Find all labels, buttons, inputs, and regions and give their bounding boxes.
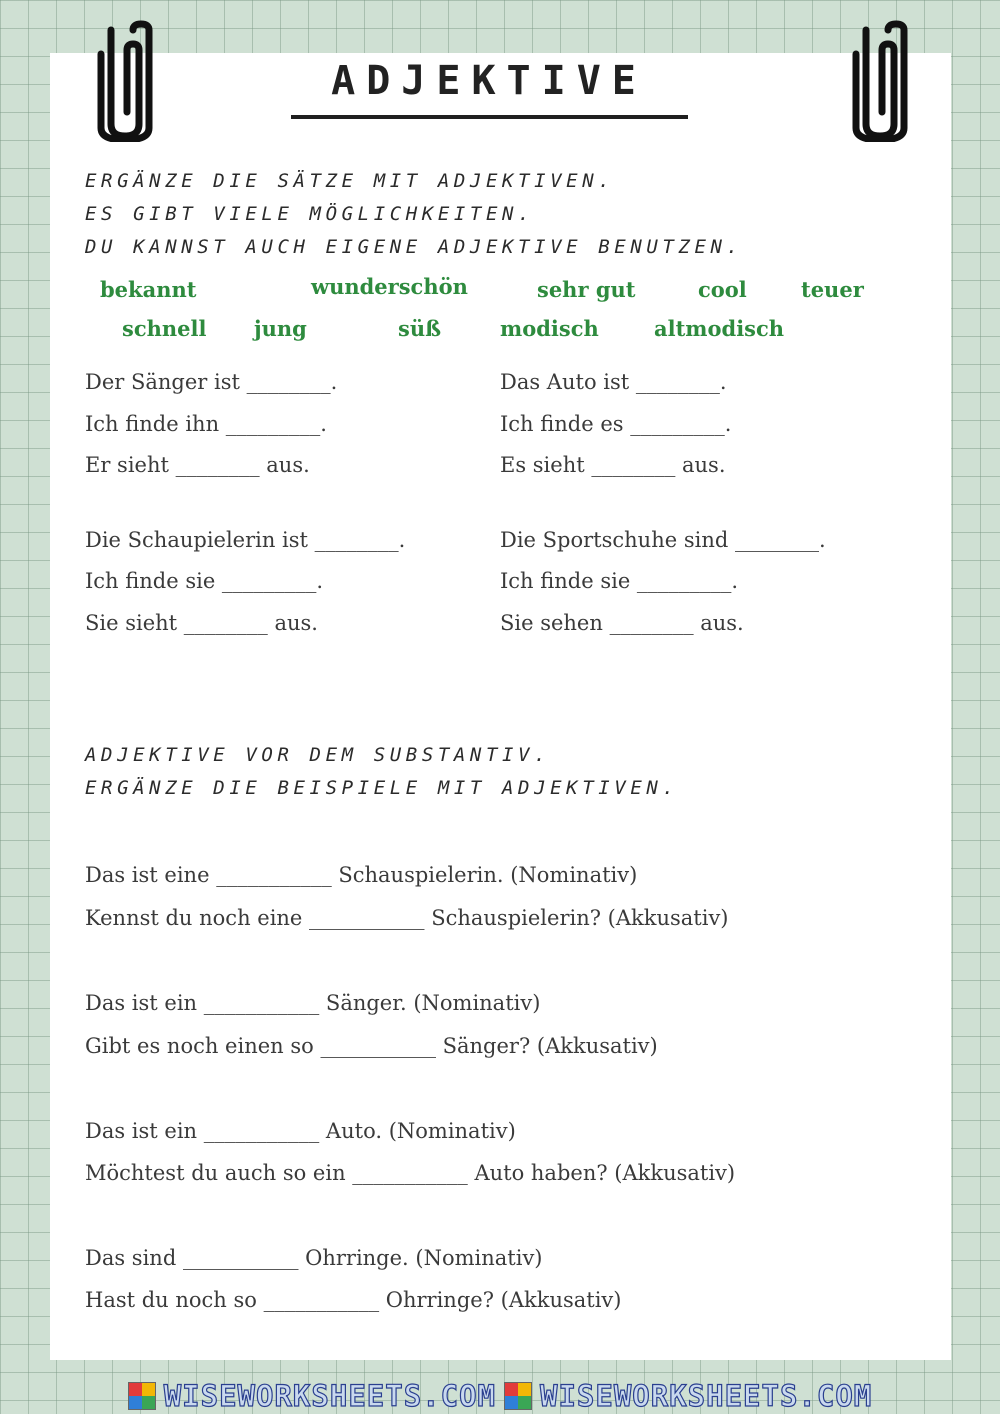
exercise-sentence: Das ist eine ___________ Schauspielerin. (Nominativ) [85, 863, 638, 887]
exercise-sentence: Ich finde es _________. [500, 412, 732, 436]
exercise-sentence: Er sieht ________ aus. [85, 453, 310, 477]
title-underline [291, 115, 688, 119]
footer-watermark [0, 1378, 1000, 1414]
brand-name: WISEWORKSHEETS.COM [540, 1379, 873, 1413]
exercise-sentence: Das ist ein ___________ Sänger. (Nominativ) [85, 991, 541, 1015]
colored-squares-logo-icon [128, 1382, 156, 1410]
word-bank-item: schnell [122, 316, 207, 341]
page-title: ADJEKTIVE [331, 58, 647, 104]
exercise-sentence: Gibt es noch einen so ___________ Sänger? (Akkusativ) [85, 1034, 658, 1058]
word-bank-item: jung [254, 316, 307, 341]
instruction-line: ERGÄNZE DIE BEISPIELE MIT ADJEKTIVEN. [85, 777, 679, 799]
word-bank-item: altmodisch [654, 316, 785, 341]
word-bank-item: modisch [500, 316, 599, 341]
word-bank-item: bekannt [100, 277, 197, 302]
word-bank-item: sehr gut [537, 277, 636, 302]
paperclip-icon [850, 20, 910, 142]
instruction-line: ERGÄNZE DIE SÄTZE MIT ADJEKTIVEN. [85, 170, 615, 192]
instruction-line: DU KANNST AUCH EIGENE ADJEKTIVE BENUTZEN. [85, 236, 743, 258]
exercise-sentence: Hast du noch so ___________ Ohrringe? (Akkusativ) [85, 1288, 622, 1312]
exercise-sentence: Kennst du noch eine ___________ Schauspielerin? (Akkusativ) [85, 906, 729, 930]
word-bank-item: wunderschön [311, 274, 468, 299]
exercise-sentence: Das ist ein ___________ Auto. (Nominativ) [85, 1119, 516, 1143]
instruction-line: ADJEKTIVE VOR DEM SUBSTANTIV. [85, 744, 551, 766]
exercise-sentence: Die Sportschuhe sind ________. [500, 528, 826, 552]
exercise-sentence: Möchtest du auch so ein ___________ Auto haben? (Akkusativ) [85, 1161, 736, 1185]
exercise-sentence: Ich finde ihn _________. [85, 412, 327, 436]
word-bank-item: süß [398, 316, 442, 341]
colored-squares-logo-icon [504, 1382, 532, 1410]
paperclip-icon [95, 20, 155, 142]
exercise-sentence: Das Auto ist ________. [500, 370, 727, 394]
word-bank-item: cool [698, 277, 747, 302]
exercise-sentence: Der Sänger ist ________. [85, 370, 338, 394]
exercise-sentence: Die Schaupielerin ist ________. [85, 528, 406, 552]
exercise-sentence: Sie sehen ________ aus. [500, 611, 744, 635]
instruction-line: ES GIBT VIELE MÖGLICHKEITEN. [85, 203, 535, 225]
exercise-sentence: Sie sieht ________ aus. [85, 611, 318, 635]
exercise-sentence: Ich finde sie _________. [500, 569, 739, 593]
exercise-sentence: Ich finde sie _________. [85, 569, 324, 593]
word-bank-item: teuer [801, 277, 864, 302]
exercise-sentence: Es sieht ________ aus. [500, 453, 726, 477]
exercise-sentence: Das sind ___________ Ohrringe. (Nominativ) [85, 1246, 543, 1270]
brand-name: WISEWORKSHEETS.COM [163, 1379, 496, 1413]
